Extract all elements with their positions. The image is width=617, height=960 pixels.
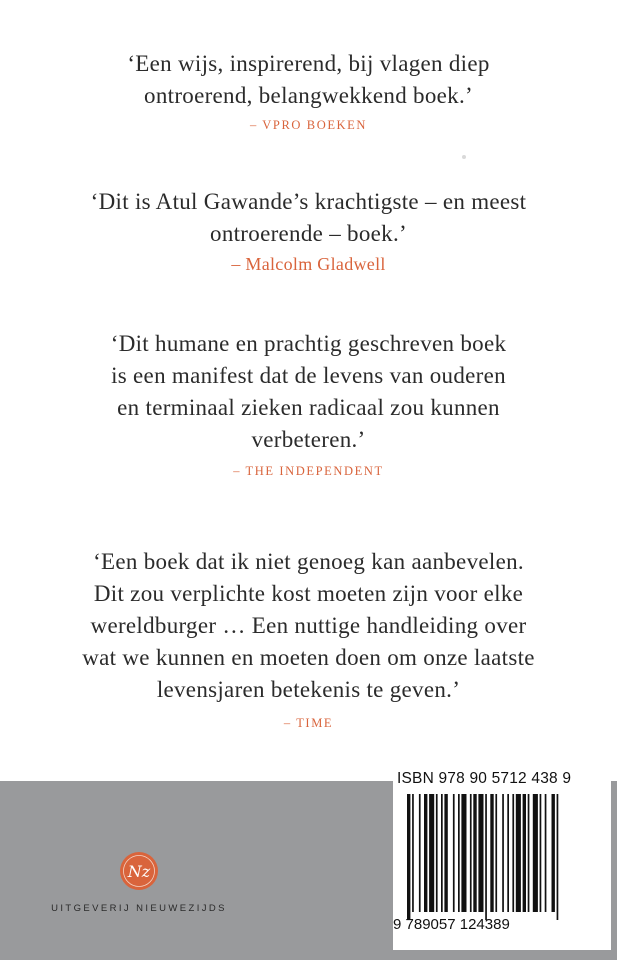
quote-attribution: – Malcolm Gladwell (231, 254, 386, 274)
quote-line: ontroerend, belangwekkend boek.’ (144, 83, 473, 108)
quote-attribution: – TIME (283, 716, 334, 730)
barcode-bar (424, 794, 427, 912)
barcode-bar (545, 794, 547, 912)
barcode-bar (473, 794, 476, 912)
quote-attribution: – THE INDEPENDENT (233, 464, 384, 478)
barcode-bar (429, 794, 434, 912)
quote-line: Dit zou verplichte kost moeten zijn voor elke (93, 581, 524, 606)
barcode-bar (528, 794, 530, 912)
barcode-bar (478, 794, 483, 912)
publisher-logo-icon (119, 851, 159, 891)
quote-line: ontroerende – boek.’ (210, 221, 407, 246)
barcode-bar (533, 794, 538, 912)
quote-line: wereldburger … Een nuttige handleiding over (90, 613, 527, 638)
barcode-bar (523, 794, 526, 912)
barcode-bar (557, 794, 559, 920)
quote-attribution: – VPRO BOEKEN (249, 118, 368, 132)
isbn-barcode-box (393, 770, 611, 950)
barcode-digits: 9 789057 124389 (393, 916, 510, 933)
barcode-bar (495, 794, 497, 912)
barcode-bar (453, 794, 455, 912)
barcode-bar (540, 794, 542, 912)
barcode-bar (470, 794, 472, 912)
barcode-bar (419, 794, 421, 912)
barcode-bar (490, 794, 493, 912)
barcode-bar (485, 794, 487, 920)
quote-line: ‘Een boek dat ik niet genoeg kan aanbevelen. (93, 549, 524, 574)
barcode-bar (444, 794, 447, 912)
quote-gladwell (0, 186, 617, 275)
barcode-bar (458, 794, 460, 912)
quote-line: verbeteren.’ (251, 427, 366, 452)
paper-speck (462, 155, 466, 159)
quote-independent (0, 328, 617, 479)
quote-time (0, 546, 617, 731)
quote-line: en terminaal zieken radicaal zou kunnen (117, 395, 500, 420)
barcode-icon (407, 794, 605, 920)
barcode-bar (507, 794, 509, 912)
barcode-bar (516, 794, 521, 912)
barcode-bar (461, 794, 466, 912)
barcode-bar (441, 794, 443, 912)
barcode-bar (552, 794, 555, 912)
publisher-logo-text: Nz (127, 862, 151, 881)
quote-line: is een manifest dat de levens van ouderen (111, 363, 506, 388)
quote-line: levensjaren betekenis te geven.’ (156, 677, 461, 702)
barcode-bar (412, 794, 414, 912)
publisher-name: UITGEVERIJ NIEUWEZIJDS (51, 903, 227, 914)
barcode-bar (436, 794, 438, 912)
barcode-bar (512, 794, 514, 912)
quote-line: wat we kunnen en moeten doen om onze laatste (82, 645, 535, 670)
barcode-bar (502, 794, 504, 912)
quote-vpro (0, 48, 617, 133)
barcode-bar (407, 794, 410, 920)
quote-line: ‘Dit humane en prachtig geschreven boek (110, 331, 507, 356)
isbn-label: ISBN 978 90 5712 438 9 (397, 770, 572, 787)
quote-line: ‘Dit is Atul Gawande’s krachtigste – en meest (90, 189, 527, 214)
quote-line: ‘Een wijs, inspirerend, bij vlagen diep (127, 51, 490, 76)
